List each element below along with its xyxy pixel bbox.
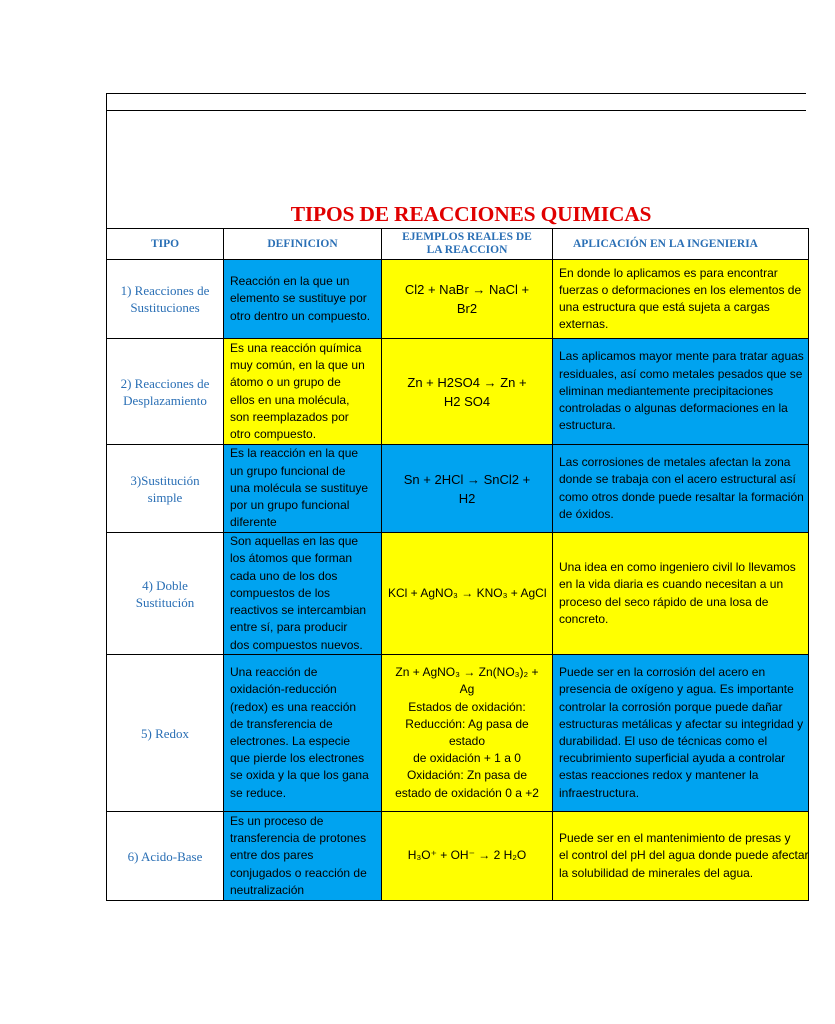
- cell-ejemplo-line: Reducción: Ag pasa de: [405, 716, 529, 731]
- cell-ejemplo-line: KCl + AgNO₃ → KNO₃ + AgCl: [388, 585, 547, 600]
- table-row: [107, 812, 809, 901]
- cell-ejemplo: [382, 812, 553, 901]
- cell-aplicacion-line: Las corrosiones de metales afectan la zona: [559, 455, 791, 470]
- cell-tipo-line: Sustituciones: [130, 300, 200, 315]
- cell-definicion-line: neutralización: [230, 882, 305, 897]
- cell-aplicacion-line: externas.: [559, 317, 609, 332]
- cell-aplicacion: [553, 533, 809, 655]
- cell-aplicacion-line: estructura.: [559, 418, 616, 433]
- cell-aplicacion-line: concreto.: [559, 611, 609, 626]
- cell-ejemplo-line: Sn + 2HCl → SnCl2 +: [403, 471, 531, 487]
- cell-definicion-line: muy común, en la que un: [230, 358, 365, 373]
- cell-aplicacion: [553, 812, 809, 901]
- cell-definicion-line: un grupo funcional de: [230, 463, 346, 478]
- cell-tipo-line: 5) Redox: [140, 725, 190, 741]
- cell-ejemplo-line: Cl2 + NaBr → NaCl +: [404, 282, 530, 297]
- cell-ejemplo-line: H2 SO4: [443, 393, 491, 409]
- header-ejemplos-line1: EJEMPLOS REALES DE: [402, 231, 532, 243]
- top-strip-row: [107, 94, 806, 111]
- cell-definicion: [224, 339, 382, 445]
- cell-tipo: [107, 655, 224, 812]
- cell-ejemplo-line: Oxidación: Zn pasa de: [406, 768, 528, 783]
- cell-definicion: [224, 445, 382, 533]
- cell-definicion-line: los átomos que forman: [230, 551, 353, 566]
- cell-definicion-line: diferente: [230, 515, 277, 530]
- cell-tipo: [107, 533, 224, 655]
- cell-aplicacion-line: Las aplicamos mayor mente para tratar aguas: [559, 349, 804, 364]
- cell-ejemplo: [382, 655, 553, 812]
- cell-definicion-line: Es un proceso de: [230, 813, 324, 828]
- table-row: [107, 339, 809, 445]
- table-row: [107, 533, 809, 655]
- cell-ejemplo-line: Br2: [456, 301, 478, 316]
- header-definicion: DEFINICION: [224, 229, 382, 260]
- cell-aplicacion-line: la solubilidad de minerales del agua.: [559, 865, 754, 880]
- header-ejemplos: [382, 229, 553, 260]
- cell-definicion: [224, 260, 382, 339]
- cell-definicion-line: Una reacción de: [230, 665, 318, 680]
- header-row: [107, 229, 809, 260]
- cell-aplicacion-line: estas reacciones redox y mantener la: [559, 768, 759, 783]
- cell-ejemplo-line: Ag: [459, 682, 475, 697]
- cell-definicion-line: por un grupo funcional: [230, 498, 350, 513]
- cell-definicion-line: átomo o un grupo de: [230, 375, 341, 390]
- cell-tipo-line: Sustitución: [135, 594, 195, 610]
- cell-ejemplo-line: H₃O⁺ + OH⁻ → 2 H₂O: [407, 848, 527, 863]
- cell-aplicacion-line: estructuras metálicas y afectar su integridad y: [559, 716, 804, 731]
- cell-ejemplo-line: estado de oxidación 0 a +2: [395, 785, 539, 800]
- cell-definicion-line: Es la reacción en la que: [230, 446, 359, 461]
- cell-ejemplo-line: estado: [448, 734, 486, 748]
- cell-aplicacion-line: fuerzas o deformaciones en los elementos de: [559, 282, 802, 297]
- table-row: [107, 260, 809, 339]
- cell-definicion-line: se oxida y la que los gana: [230, 768, 369, 783]
- cell-definicion-line: entre sí, para producir: [230, 620, 348, 635]
- cell-definicion-line: que pierde los electrones: [230, 751, 365, 766]
- cell-tipo: [107, 260, 224, 339]
- cell-ejemplo-line: de oxidación + 1 a 0: [413, 751, 521, 766]
- cell-definicion-line: cada uno de los dos: [230, 568, 338, 583]
- cell-tipo: [107, 445, 224, 533]
- cell-ejemplo: [382, 339, 553, 445]
- cell-aplicacion-line: proceso del seco rápido de una losa de: [559, 594, 769, 609]
- table-row: [107, 445, 809, 533]
- cell-aplicacion-line: Una idea en como ingeniero civil lo llevamos: [559, 560, 796, 575]
- cell-ejemplo-line: Estados de oxidación:: [408, 699, 526, 714]
- cell-definicion-line: oxidación-reducción: [230, 682, 337, 697]
- cell-aplicacion-line: en la vida diaria es cuando necesitan a un: [559, 577, 784, 592]
- cell-aplicacion-line: residuales, así como metales pesados que se: [559, 366, 803, 381]
- cell-tipo-line: 3)Sustitución: [130, 472, 200, 488]
- cell-definicion-line: electrones. La especie: [230, 734, 351, 748]
- spreadsheet-page: [106, 93, 809, 900]
- cell-ejemplo-line: H2: [458, 490, 476, 506]
- cell-definicion-line: transferencia de protones: [230, 831, 367, 846]
- cell-aplicacion-line: durabilidad. El uso de técnicas como el: [559, 734, 768, 748]
- cell-aplicacion-line: controladas o algunas deformaciones en la: [559, 401, 788, 416]
- cell-aplicacion-line: de óxidos.: [559, 506, 614, 521]
- cell-definicion-line: otro compuesto.: [230, 426, 317, 441]
- cell-aplicacion-line: el control del pH del agua donde puede afectar: [559, 848, 809, 863]
- cell-ejemplo: [382, 260, 553, 339]
- cell-ejemplo: [382, 533, 553, 655]
- cell-definicion-line: compuestos de los: [230, 585, 331, 600]
- cell-definicion-line: son reemplazados por: [230, 409, 349, 424]
- cell-tipo: [107, 812, 224, 901]
- cell-aplicacion: [553, 445, 809, 533]
- reactions-table: [106, 228, 809, 901]
- cell-definicion-line: conjugados o reacción de: [230, 865, 367, 880]
- cell-aplicacion-line: una estructura que está sujeta a cargas: [559, 300, 770, 314]
- cell-tipo-line: 6) Acido-Base: [127, 848, 203, 864]
- cell-tipo-line: 2) Reacciones de: [120, 375, 210, 391]
- cell-definicion-line: de transferencia de: [230, 716, 333, 731]
- cell-aplicacion-line: donde se trabaja con el acero estructural así: [559, 472, 796, 487]
- cell-aplicacion-line: eliminan mediantemente precipitaciones: [559, 383, 774, 398]
- cell-definicion-line: entre dos pares: [230, 848, 314, 863]
- cell-aplicacion-line: presencia de oxígeno y agua. Es importante: [559, 682, 794, 697]
- cell-tipo-line: simple: [147, 489, 183, 505]
- cell-aplicacion-line: infraestructura.: [559, 785, 640, 800]
- cell-definicion-line: ellos en una molécula,: [230, 392, 350, 407]
- table-row: [107, 655, 809, 812]
- cell-aplicacion-line: como otros donde puede resaltar la formación: [559, 489, 804, 504]
- cell-aplicacion-line: Puede ser en la corrosión del acero en: [559, 665, 766, 680]
- cell-definicion: [224, 533, 382, 655]
- table-body: [107, 260, 809, 901]
- cell-tipo-line: 1) Reacciones de: [120, 283, 210, 298]
- cell-ejemplo-line: Zn + H2SO4 → Zn +: [407, 374, 527, 390]
- cell-tipo-line: 4) Doble: [142, 577, 188, 593]
- cell-aplicacion: [553, 339, 809, 445]
- header-ejemplos-line2: LA REACCION: [426, 244, 508, 256]
- cell-definicion-line: elemento se sustituye por: [230, 291, 367, 306]
- cell-definicion: [224, 655, 382, 812]
- page-title: TIPOS DE REACCIONES QUIMICAS: [290, 202, 652, 226]
- cell-definicion-line: Son aquellas en las que: [230, 534, 359, 549]
- cell-definicion-line: Reacción en la que un: [230, 274, 350, 289]
- cell-aplicacion-line: recubrimiento superficial ayuda a controlar: [559, 751, 786, 766]
- cell-aplicacion-line: Puede ser en el mantenimiento de presas y: [559, 831, 791, 846]
- cell-ejemplo: [382, 445, 553, 533]
- cell-aplicacion: [553, 260, 809, 339]
- cell-tipo: [107, 339, 224, 445]
- cell-definicion-line: Es una reacción química: [230, 340, 362, 355]
- cell-ejemplo-line: Zn + AgNO₃ → Zn(NO₃)₂ +: [395, 665, 539, 680]
- cell-definicion-line: dos compuestos nuevos.: [230, 637, 363, 652]
- cell-aplicacion-line: En donde lo aplicamos es para encontrar: [559, 265, 778, 280]
- cell-definicion-line: reactivos se intercambian: [230, 603, 367, 618]
- header-tipo: TIPO: [107, 229, 224, 260]
- header-aplicacion: APLICACIÓN EN LA INGENIERIA: [553, 229, 809, 260]
- cell-aplicacion: [553, 655, 809, 812]
- cell-aplicacion-line: controlar la corrosión porque puede dañar: [559, 699, 783, 714]
- cell-tipo-line: Desplazamiento: [123, 392, 207, 408]
- cell-definicion-line: otro dentro un compuesto.: [230, 308, 371, 323]
- cell-definicion: [224, 812, 382, 901]
- cell-definicion-line: se reduce.: [230, 785, 287, 800]
- cell-definicion-line: una molécula se sustituye: [230, 480, 369, 495]
- cell-definicion-line: (redox) es una reacción: [230, 699, 357, 714]
